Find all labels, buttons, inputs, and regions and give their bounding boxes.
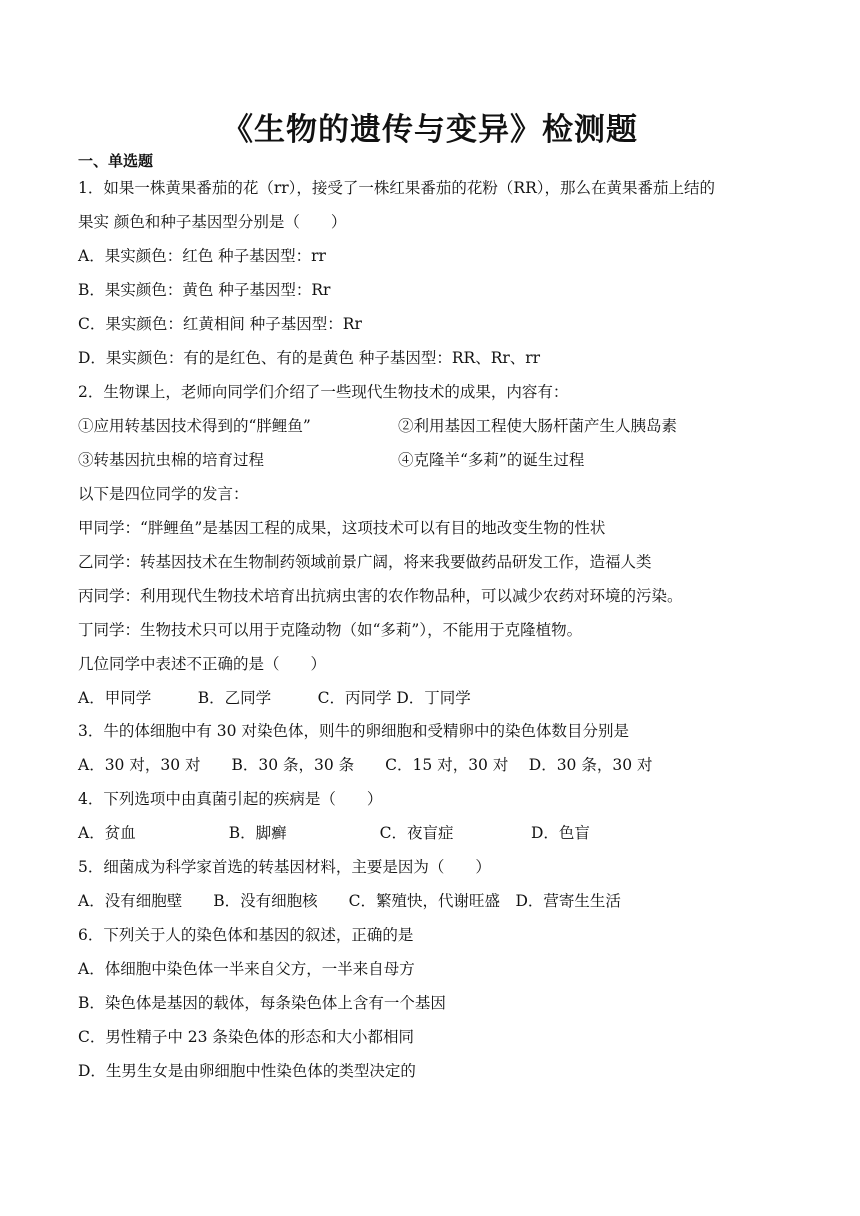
q1-stem-line1: 1．如果一株黄果番茄的花（rr），接受了一株红果番茄的花粉（RR），那么在黄果番茄上结的 [78,179,716,197]
q4-stem: 4．下列选项中由真菌引起的疾病是（ ） [78,790,383,808]
q1-option-a: A．果实颜色：红色 种子基因型：rr [78,247,326,265]
q1-stem-line2: 果实 颜色和种子基因型分别是（ ） [78,213,347,231]
q1-option-b: B．果实颜色：黄色 种子基因型：Rr [78,281,331,299]
q1-option-c: C．果实颜色：红黄相间 种子基因型：Rr [78,315,362,333]
q2-stem: 2．生物课上，老师向同学们介绍了一些现代生物技术的成果，内容有： [78,383,569,401]
q2-item-3: ③转基因抗虫棉的培育过程 [78,451,265,469]
q6-option-a: A．体细胞中染色体一半来自父方，一半来自母方 [78,960,415,978]
q2-statement-4: 丁同学：生物技术只可以用于克隆动物（如“多莉”），不能用于克隆植物。 [78,621,583,639]
q5-options: A．没有细胞壁 B．没有细胞核 C．繁殖快，代谢旺盛 D．营寄生生活 [78,892,621,910]
q3-stem: 3．牛的体细胞中有 30 对染色体，则牛的卵细胞和受精卵中的染色体数目分别是 [78,722,629,740]
q2-options: A．甲同学 B．乙同学 C．丙同学 D．丁同学 [78,689,471,707]
q2-item-4: ④克隆羊“多莉”的诞生过程 [398,451,585,469]
q6-option-b: B．染色体是基因的载体，每条染色体上含有一个基因 [78,994,446,1012]
q6-stem: 6．下列关于人的染色体和基因的叙述，正确的是 [78,926,414,944]
page-title: 《生物的遗传与变异》检测题 [222,112,638,148]
q4-options: A．贫血 B．脚癣 C．夜盲症 D．色盲 [78,824,590,842]
q2-item-1: ①应用转基因技术得到的“胖鲤鱼” [78,417,311,435]
q6-option-d: D．生男生女是由卵细胞中性染色体的类型决定的 [78,1062,416,1080]
q2-statement-3: 丙同学：利用现代生物技术培育出抗病虫害的农作物品种，可以减少农药对环境的污染。 [78,587,683,605]
q1-option-d: D．果实颜色：有的是红色、有的是黄色 种子基因型：RR、Rr、rr [78,349,541,367]
section-heading: 一、单选题 [78,152,154,170]
q2-ask: 几位同学中表述不正确的是（ ） [78,655,327,673]
q5-stem: 5．细菌成为科学家首选的转基因材料，主要是因为（ ） [78,858,491,876]
q2-item-2: ②利用基因工程使大肠杆菌产生人胰岛素 [398,417,678,435]
q2-statement-1: 甲同学：“胖鲤鱼”是基因工程的成果，这项技术可以有目的地改变生物的性状 [78,519,606,537]
q2-statement-2: 乙同学：转基因技术在生物制药领域前景广阔，将来我要做药品研发工作，造福人类 [78,553,652,571]
q2-intro: 以下是四位同学的发言： [78,485,249,503]
q3-options: A．30 对，30 对 B．30 条，30 条 C．15 对，30 对 D．30 条，30 对 [78,756,653,774]
q6-option-c: C．男性精子中 23 条染色体的形态和大小都相同 [78,1028,414,1046]
